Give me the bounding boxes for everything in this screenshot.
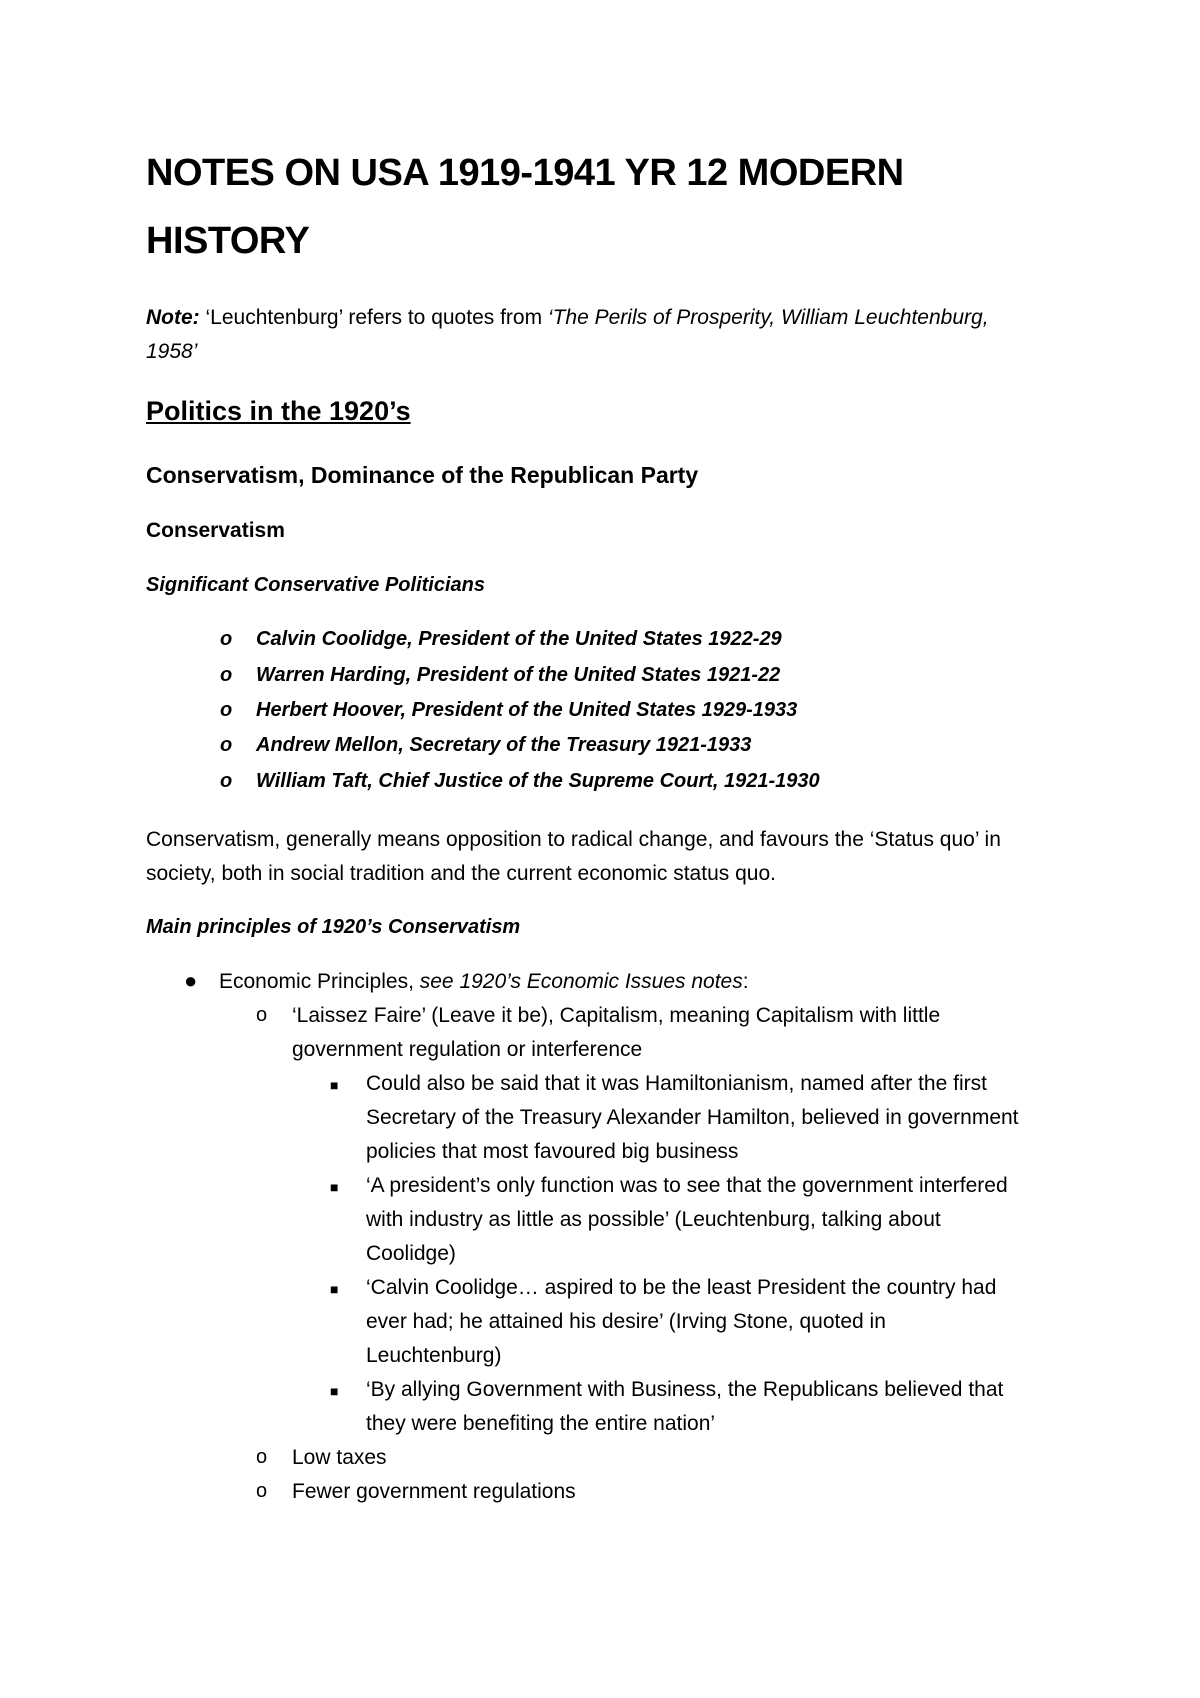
list-item: William Taft, Chief Justice of the Supreme Court, 1921-1930 — [256, 770, 820, 792]
quote-line: they were benefiting the entire nation’ — [366, 1412, 716, 1435]
topic-heading: Conservatism — [146, 519, 285, 542]
quote-line: Leuchtenburg) — [366, 1344, 502, 1367]
note-text: ‘Leuchtenburg’ refers to quotes from — [199, 306, 548, 329]
quote-line: policies that most favoured big business — [366, 1140, 739, 1163]
document-title-line-1: NOTES ON USA 1919-1941 YR 12 MODERN — [146, 152, 904, 194]
principles-heading: Main principles of 1920’s Conservatism — [146, 916, 521, 938]
quote-line: ‘Calvin Coolidge… aspired to be the least President the country had — [366, 1276, 997, 1299]
subsection-heading: Conservatism, Dominance of the Republican Party — [146, 462, 699, 488]
politicians-heading: Significant Conservative Politicians — [146, 574, 485, 596]
square-bullet-marker: ■ — [330, 1281, 339, 1297]
list-marker: o — [220, 664, 233, 686]
definition-line-1: Conservatism, generally means opposition to radical change, and favours the ‘Status quo’ in — [146, 828, 1001, 851]
note-line-2 — [146, 340, 197, 364]
list-item: Calvin Coolidge, President of the United States 1922-29 — [256, 628, 782, 650]
note-source: ‘The Perils of Prosperity, William Leuchtenburg, — [547, 306, 989, 329]
quote-line: ever had; he attained his desire’ (Irving Stone, quoted in — [366, 1310, 886, 1333]
note-line-1 — [146, 306, 989, 330]
list-marker: o — [220, 699, 233, 721]
note-label: Note: — [146, 306, 200, 329]
list-marker: o — [256, 1446, 268, 1468]
list-marker: o — [220, 770, 233, 792]
fewer-regulations-item: Fewer government regulations — [292, 1480, 576, 1503]
list-marker: o — [256, 1480, 268, 1502]
econ-reference: see 1920’s Economic Issues notes — [419, 970, 743, 993]
low-taxes-item: Low taxes — [292, 1446, 387, 1469]
definition-line-2: society, both in social tradition and the current economic status quo. — [146, 862, 776, 885]
square-bullet-marker: ■ — [330, 1077, 339, 1093]
list-item: Warren Harding, President of the United States 1921-22 — [256, 664, 781, 686]
quote-line: with industry as little as possible’ (Leuchtenburg, talking about — [366, 1208, 941, 1231]
econ-label: Economic Principles, — [219, 970, 420, 993]
bullet-marker: ● — [184, 968, 198, 993]
note-source-year: 1958’ — [146, 340, 198, 363]
list-marker: o — [220, 734, 233, 756]
econ-colon: : — [742, 970, 749, 993]
quote-line: ‘By allying Government with Business, the Republicans believed that — [366, 1378, 1004, 1401]
document-title-line-2: HISTORY — [146, 220, 310, 262]
list-marker: o — [220, 628, 233, 650]
square-bullet-marker: ■ — [330, 1383, 339, 1399]
section-heading: Politics in the 1920’s — [146, 396, 411, 426]
quote-line: Secretary of the Treasury Alexander Hamilton, believed in government — [366, 1106, 1019, 1129]
economic-principles-item — [219, 970, 749, 994]
quote-line: ‘A president’s only function was to see that the government interfered — [366, 1174, 1008, 1197]
list-marker: o — [256, 1004, 268, 1026]
quote-line: Could also be said that it was Hamiltonianism, named after the first — [366, 1072, 987, 1095]
list-item: Andrew Mellon, Secretary of the Treasury 1921-1933 — [256, 734, 752, 756]
laissez-faire-line-1: ‘Laissez Faire’ (Leave it be), Capitalism, meaning Capitalism with little — [292, 1004, 941, 1027]
list-item: Herbert Hoover, President of the United States 1929-1933 — [256, 699, 798, 721]
laissez-faire-line-2: government regulation or interference — [292, 1038, 643, 1061]
quote-line: Coolidge) — [366, 1242, 456, 1265]
square-bullet-marker: ■ — [330, 1179, 339, 1195]
